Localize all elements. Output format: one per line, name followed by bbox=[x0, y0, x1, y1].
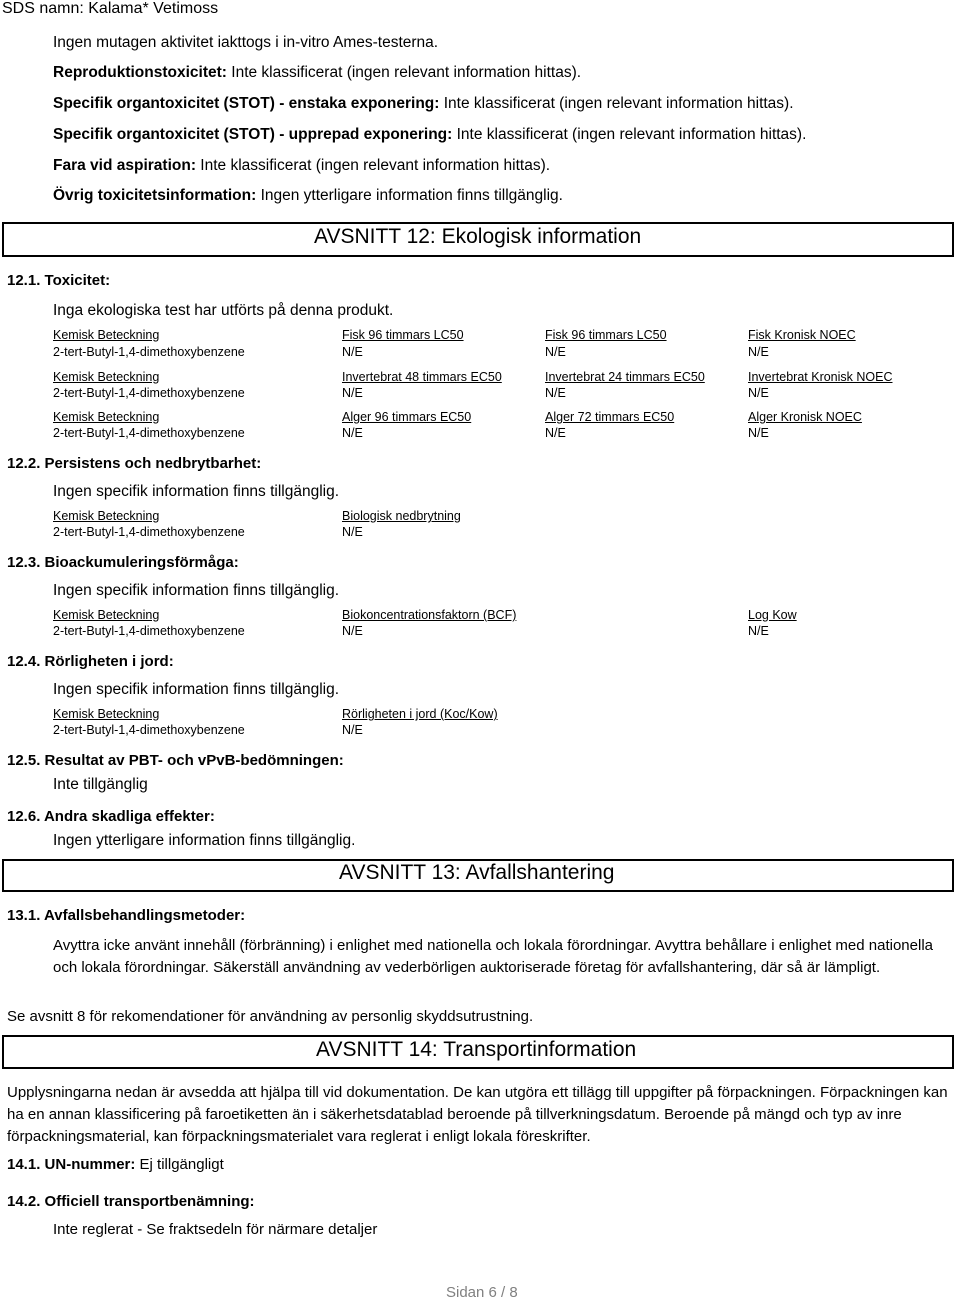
table-cell: N/E bbox=[342, 345, 363, 359]
s13-note: Se avsnitt 8 för rekomendationer för användning av personlig skyddsutrustning. bbox=[7, 1008, 534, 1025]
table-cell: N/E bbox=[342, 386, 363, 400]
table-header: Invertebrat Kronisk NOEC bbox=[748, 370, 893, 384]
s12-1-label: 12.1. Toxicitet: bbox=[7, 272, 111, 289]
s14-intro: Upplysningarna nedan är avsedda att hjälpa till vid dokumentation. De kan utgöra ett tillägg till uppgifter på förpackningen. Förpackningen kan ha en annan klassificering på faroetiketten än i säkerhetsdatablad beroende på tillverkningsdatum. Beroende på mängd och typ av inre förpackningsmaterial, kan förpackningsmaterialet vara reglerat i enligt lokala föreskrifter. bbox=[7, 1084, 948, 1145]
s12-3-text: Ingen specifik information finns tillgänglig. bbox=[53, 582, 340, 599]
s13-1-text: Avyttra icke använt innehåll (förbränning) i enlighet med nationella och lokala förordningar. Avyttra behållare i enlighet med nationella och lokala förordningar. Säkerställ användning av vederbörligen auktoriserade företag för avfallshantering, där så är lämpligt. bbox=[53, 937, 933, 976]
table-header: Fisk 96 timmars LC50 bbox=[342, 328, 464, 342]
section-14-heading: AVSNITT 14: Transportinformation bbox=[316, 1038, 637, 1061]
section-13-heading-box bbox=[2, 859, 954, 892]
section-12-heading: AVSNITT 12: Ekologisk information bbox=[314, 225, 642, 248]
table-cell: N/E bbox=[342, 426, 363, 440]
s14-2-text: Inte reglerat - Se fraktsedeln för närmare detaljer bbox=[53, 1221, 378, 1238]
table-cell: N/E bbox=[748, 386, 769, 400]
table-cell: N/E bbox=[342, 624, 363, 638]
table-header: Fisk 96 timmars LC50 bbox=[545, 328, 667, 342]
page-number: Sidan 6 / 8 bbox=[446, 1284, 518, 1301]
table-cell: 2-tert-Butyl-1,4-dimethoxybenzene bbox=[53, 525, 245, 539]
table-header: Biologisk nedbrytning bbox=[342, 509, 461, 523]
table-cell: N/E bbox=[545, 386, 566, 400]
table-cell: 2-tert-Butyl-1,4-dimethoxybenzene bbox=[53, 345, 245, 359]
table-header: Kemisk Beteckning bbox=[53, 509, 160, 523]
table-header: Rörligheten i jord (Koc/Kow) bbox=[342, 707, 498, 721]
table-header: Kemisk Beteckning bbox=[53, 707, 160, 721]
table-header: Alger 72 timmars EC50 bbox=[545, 410, 675, 424]
table-header: Kemisk Beteckning bbox=[53, 410, 160, 424]
tox-line-stot-single: Specifik organtoxicitet (STOT) - enstaka exponering: Inte klassificerat (ingen relevant information hittas). bbox=[53, 95, 794, 112]
table-cell: N/E bbox=[342, 723, 363, 737]
table-cell: 2-tert-Butyl-1,4-dimethoxybenzene bbox=[53, 426, 245, 440]
table-header: Fisk Kronisk NOEC bbox=[748, 328, 856, 342]
document-title: SDS namn: Kalama* Vetimoss bbox=[2, 0, 219, 17]
table-cell: 2-tert-Butyl-1,4-dimethoxybenzene bbox=[53, 624, 245, 638]
table-header: Alger Kronisk NOEC bbox=[748, 410, 862, 424]
table-cell: N/E bbox=[545, 426, 566, 440]
s14-1-value: Ej tillgängligt bbox=[139, 1156, 224, 1173]
tox-line-ames: Ingen mutagen aktivitet iakttogs i in-vitro Ames-testerna. bbox=[53, 34, 439, 51]
s12-1-text: Inga ekologiska test har utförts på denna produkt. bbox=[53, 302, 394, 319]
tox-line-aspiration: Fara vid aspiration: Inte klassificerat (ingen relevant information hittas). bbox=[53, 157, 551, 174]
s12-5-label: 12.5. Resultat av PBT- och vPvB-bedömningen: bbox=[7, 752, 344, 769]
table-header: Biokoncentrationsfaktorn (BCF) bbox=[342, 608, 517, 622]
s14-1-line bbox=[7, 1156, 224, 1173]
s12-2-label: 12.2. Persistens och nedbrytbarhet: bbox=[7, 455, 262, 472]
s12-3-label: 12.3. Bioackumuleringsförmåga: bbox=[7, 554, 239, 571]
s14-2-label: 14.2. Officiell transportbenämning: bbox=[7, 1193, 255, 1210]
table-header: Alger 96 timmars EC50 bbox=[342, 410, 472, 424]
s14-1-label: 14.1. UN-nummer: bbox=[7, 1156, 136, 1173]
table-cell: N/E bbox=[748, 426, 769, 440]
section-14-heading-box bbox=[2, 1035, 954, 1069]
s12-4-label: 12.4. Rörligheten i jord: bbox=[7, 653, 174, 670]
table-header: Log Kow bbox=[748, 608, 797, 622]
table-cell: N/E bbox=[342, 525, 363, 539]
s13-1-label: 13.1. Avfallsbehandlingsmetoder: bbox=[7, 907, 246, 924]
tox-line-stot-repeated: Specifik organtoxicitet (STOT) - upprepad exponering: Inte klassificerat (ingen relevant information hittas). bbox=[53, 126, 807, 143]
table-cell: N/E bbox=[748, 345, 769, 359]
s12-6-label: 12.6. Andra skadliga effekter: bbox=[7, 808, 215, 825]
table-cell: N/E bbox=[545, 345, 566, 359]
tox-line-other: Övrig toxicitetsinformation: Ingen ytterligare information finns tillgänglig. bbox=[53, 187, 563, 204]
table-cell: 2-tert-Butyl-1,4-dimethoxybenzene bbox=[53, 723, 245, 737]
table-header: Kemisk Beteckning bbox=[53, 370, 160, 384]
table-cell: 2-tert-Butyl-1,4-dimethoxybenzene bbox=[53, 386, 245, 400]
section-12-heading-box bbox=[2, 222, 954, 257]
section-13-heading: AVSNITT 13: Avfallshantering bbox=[339, 861, 615, 884]
s12-6-text: Ingen ytterligare information finns tillgänglig. bbox=[53, 832, 356, 849]
table-header: Invertebrat 24 timmars EC50 bbox=[545, 370, 705, 384]
s12-5-text: Inte tillgänglig bbox=[53, 776, 148, 793]
table-cell: N/E bbox=[748, 624, 769, 638]
s12-2-text: Ingen specifik information finns tillgänglig. bbox=[53, 483, 340, 500]
table-header: Invertebrat 48 timmars EC50 bbox=[342, 370, 502, 384]
table-header: Kemisk Beteckning bbox=[53, 328, 160, 342]
tox-line-reproduction: Reproduktionstoxicitet: Inte klassificerat (ingen relevant information hittas). bbox=[53, 64, 582, 81]
s12-4-text: Ingen specifik information finns tillgänglig. bbox=[53, 681, 340, 698]
table-header: Kemisk Beteckning bbox=[53, 608, 160, 622]
